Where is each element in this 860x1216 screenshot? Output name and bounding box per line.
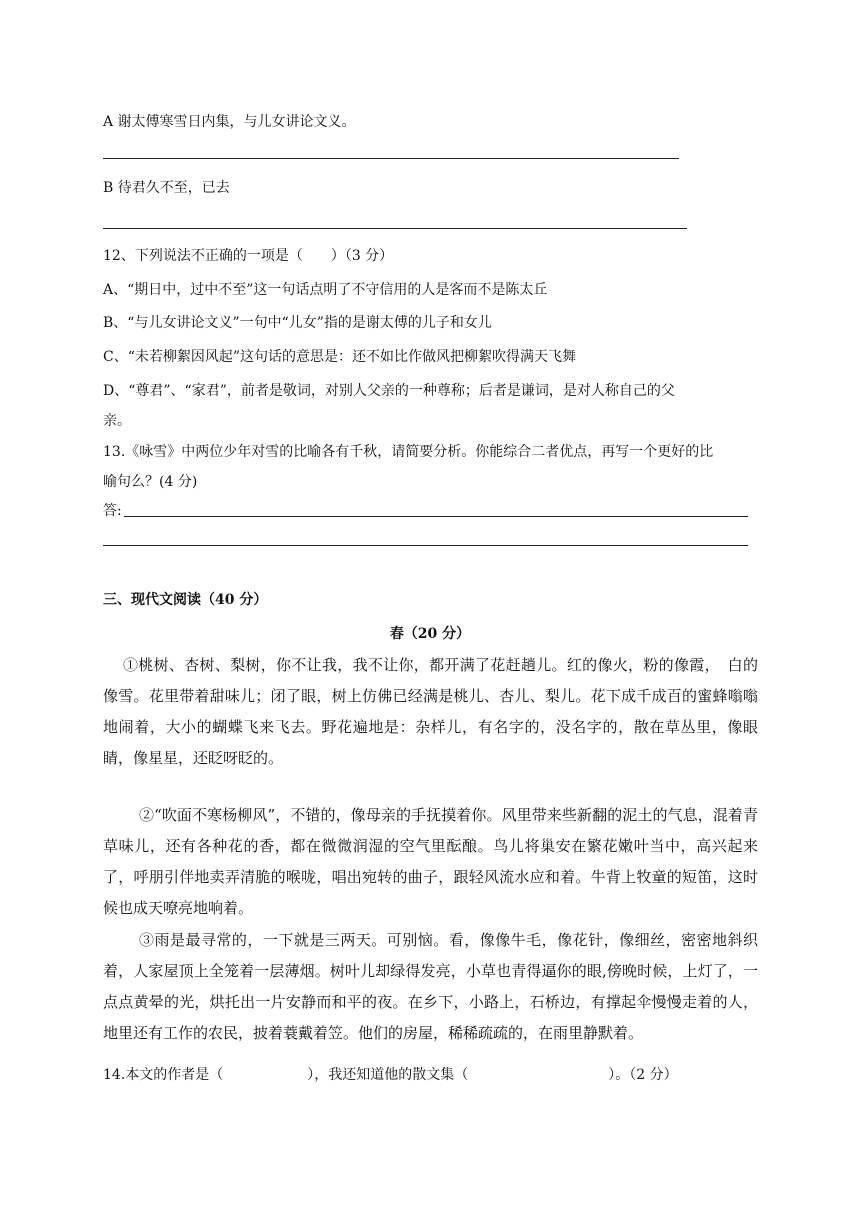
article-paragraph-1: ①桃树、杏树、梨树，你不让我，我不让你，都开满了花赶趟儿。红的像火，粉的像霞， 白的像雪。花里带着甜味儿；闭了眼，树上仿佛已经满是桃儿、杏儿、梨儿。花下成千成百的蜜蜂嗡嗡地闹着，大小的蝴蝶飞来飞去。野花遍地是：杂样儿，有名字的，没名字的，散在草丛里，像眼睛，像星星，还眨呀眨的。 <box>103 656 758 767</box>
q12-option-d: D、“尊君”、“家君”，前者是敬词，对别人父亲的一种尊称；后者是谦词，是对人称自己的父 <box>103 383 675 399</box>
answer-line-a <box>103 158 679 159</box>
q13-answer-label: 答: <box>103 503 122 519</box>
q13-line2: 喻句么？(4 分) <box>103 474 198 490</box>
q11-sentence-b: B 待君久不至，已去 <box>103 180 230 196</box>
q12-option-a: A、“期日中，过中不至”这一句话点明了不守信用的人是客而不是陈太丘 <box>103 282 548 298</box>
q12-stem: 12、下列说法不正确的一项是（ ）（3 分） <box>103 248 394 264</box>
q12-option-c: C、“未若柳絮因风起”这句话的意思是：还不如比作做风把柳絮吹得满天飞舞 <box>103 349 577 365</box>
q11-sentence-a: A 谢太傅寒雪日内集，与儿女讲论文义。 <box>103 114 356 130</box>
article-paragraph-3: ③雨是最寻常的，一下就是三两天。可别恼。看，像像牛毛，像花针，像细丝，密密地斜织着，人家屋顶上全笼着一层薄烟。树叶儿却绿得发亮，小草也青得逼你的眼,傍晚时候，上灯了，一点点黄晕的光，烘托出一片安静而和平的夜。在乡下，小路上，石桥边，有撑起伞慢慢走着的人，地里还有工作的农民，披着蓑戴着笠。他们的房屋，稀稀疏疏的，在雨里静默着。 <box>103 931 758 1042</box>
answer-line-b <box>103 228 687 229</box>
q12-option-b: B、“与儿女讲论文义”一句中“儿女”指的是谢太傅的儿子和女儿 <box>103 315 492 331</box>
q12-option-d-cont: 亲。 <box>103 413 131 429</box>
q14-text: 14.本文的作者是（ ），我还知道他的散文集（ ）。（2 分） <box>103 1067 678 1083</box>
answer-line-q13-2 <box>103 545 748 546</box>
section-heading: 三、现代文阅读（40 分） <box>103 592 268 608</box>
article-paragraph-2: ②“吹面不寒杨柳风”，不错的，像母亲的手抚摸着你。风里带来些新翻的泥土的气息，混着青草味儿，还有各种花的香，都在微微润湿的空气里酝酿。鸟儿将巢安在繁花嫩叶当中，高兴起来了，呼朋引伴地卖弄清脆的喉咙，唱出宛转的曲子，跟轻风流水应和着。牛背上牧童的短笛，这时候也成天嘹亮地响着。 <box>103 806 758 917</box>
article-title: 春（20 分） <box>389 626 471 642</box>
q13-line1: 13.《咏雪》中两位少年对雪的比喻各有千秋，请简要分析。你能综合二者优点，再写一个更好的比 <box>103 444 714 460</box>
answer-line-q13-1 <box>124 516 748 517</box>
